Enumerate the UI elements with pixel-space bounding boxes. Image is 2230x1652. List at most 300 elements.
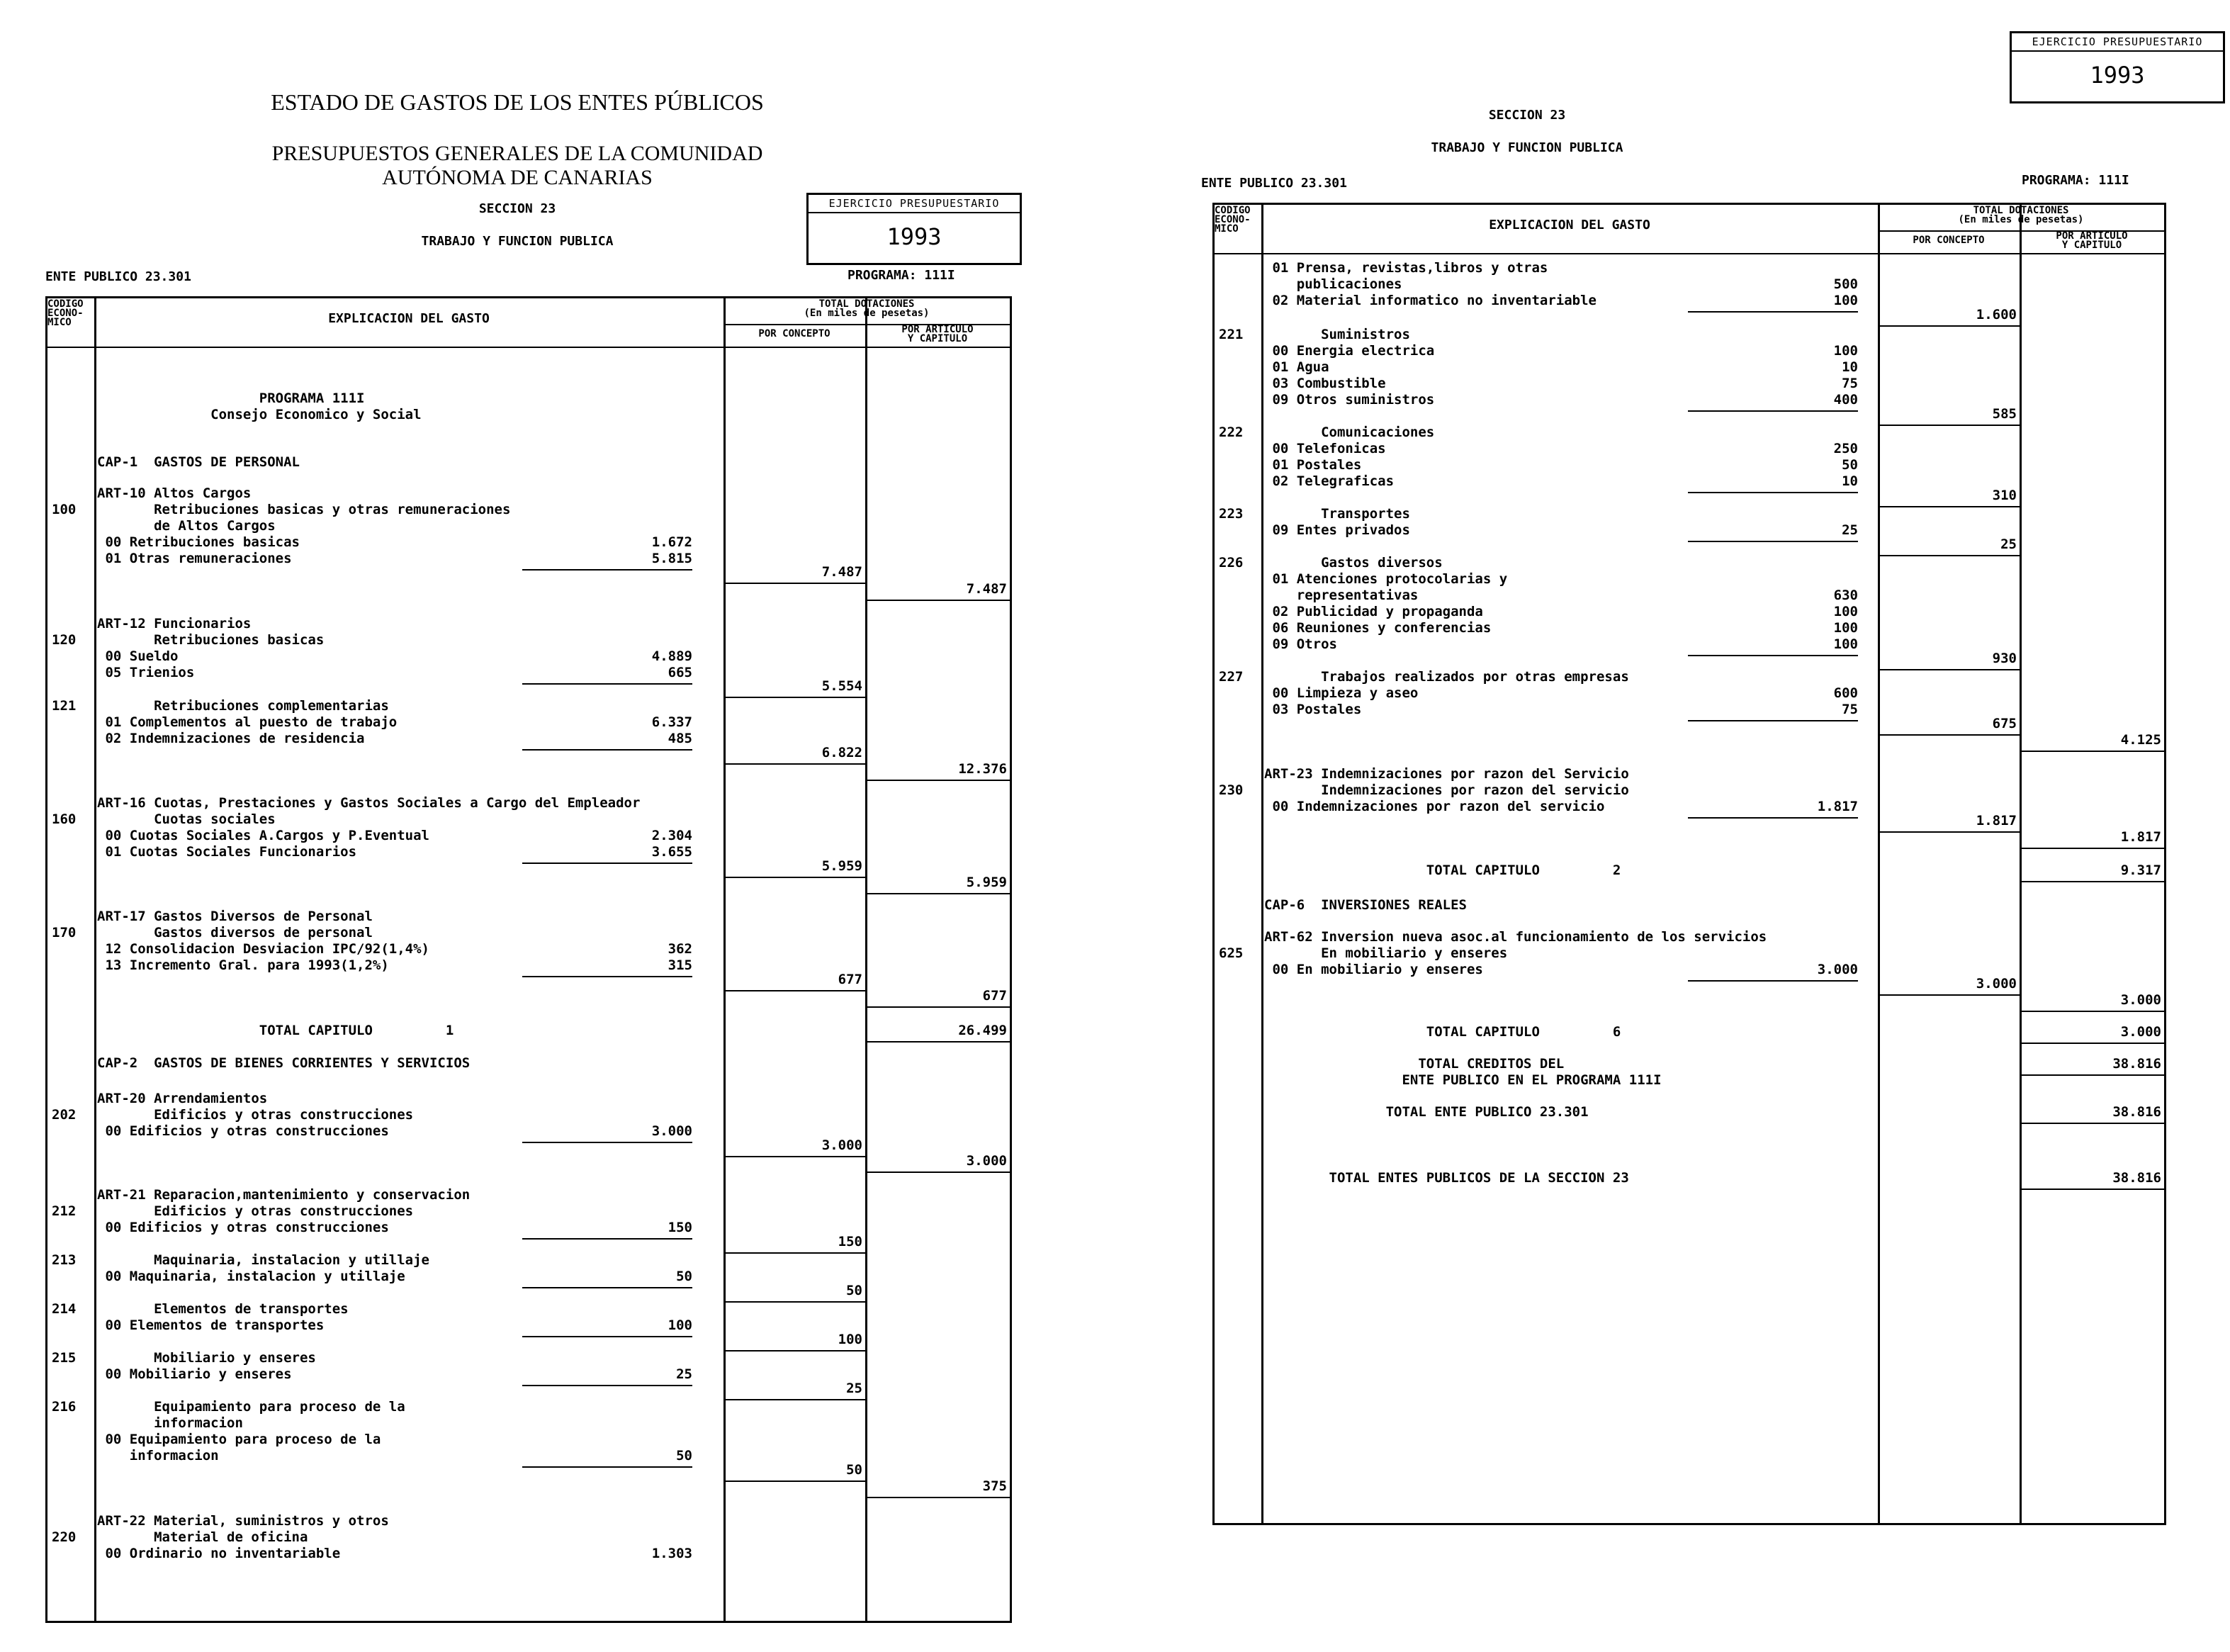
table-row (1215, 327, 2164, 343)
table-row (1215, 976, 2164, 992)
table-row (1215, 945, 2164, 962)
row-description: 06 Reuniones y conferencias (1264, 620, 1492, 636)
col-header-codigo: CODIGO ECONO- MICO (1215, 205, 1251, 235)
row-code: 214 (52, 1301, 77, 1317)
table-row (47, 678, 1010, 695)
row-amount-detail: 100 (1833, 620, 1858, 636)
row-description: 03 Combustible (1264, 376, 1386, 391)
row-description: Maquinaria, instalacion y utillaje (97, 1252, 429, 1268)
col-header-explicacion: EXPLICACION DEL GASTO (328, 311, 490, 326)
table-row (1215, 506, 2164, 522)
table-row (47, 454, 1010, 471)
table-row (47, 534, 1010, 551)
table-row (47, 632, 1010, 648)
row-description: 00 Retribuciones basicas (97, 534, 300, 550)
ejercicio-box (806, 193, 1022, 265)
table-row (47, 1415, 1010, 1432)
col-header-concepto: POR CONCEPTO (758, 328, 830, 339)
row-amount-detail: 630 (1833, 588, 1858, 603)
table-row (47, 1153, 1010, 1169)
row-amount-detail: 315 (668, 957, 692, 973)
row-description: 00 Ordinario no inventariable (97, 1546, 341, 1561)
row-description: Material de oficina (97, 1529, 308, 1545)
row-description: 05 Trienios (97, 665, 195, 680)
row-amount-detail: 250 (1833, 441, 1858, 456)
row-description: Gastos diversos (1264, 555, 1443, 571)
row-description: CAP-2 GASTOS DE BIENES CORRIENTES Y SERVICIOS (97, 1055, 471, 1071)
row-amount-detail: 50 (676, 1448, 692, 1463)
row-description: 01 Prensa, revistas,libros y otras (1264, 260, 1548, 276)
row-description: 00 Energia electrica (1264, 343, 1435, 359)
table-row (47, 1332, 1010, 1348)
row-amount-detail: 4.889 (651, 648, 692, 664)
row-description: TOTAL CREDITOS DEL (1264, 1056, 1565, 1072)
table-row (1215, 441, 2164, 457)
row-amount-detail: 5.815 (651, 551, 692, 566)
row-code: 100 (52, 502, 77, 517)
ente-publico-label-right: ENTE PUBLICO 23.301 (1201, 176, 1347, 191)
table-row (47, 988, 1010, 1004)
row-description: 00 Maquinaria, instalacion y utillaje (97, 1269, 405, 1284)
table-row (47, 485, 1010, 502)
row-amount-concepto: 5.554 (821, 678, 862, 694)
row-description: 01 Otras remuneraciones (97, 551, 292, 566)
table-row (47, 745, 1010, 761)
table-row (1215, 536, 2164, 553)
ejercicio-year: 1993 (886, 223, 942, 250)
row-amount-articulo: 38.816 (2112, 1104, 2161, 1120)
row-code: 121 (52, 698, 77, 714)
row-amount-detail: 362 (668, 941, 692, 957)
row-description: TOTAL CAPITULO 6 (1264, 1024, 1621, 1040)
row-amount-concepto: 3.000 (1976, 976, 2017, 991)
row-amount-detail: 485 (668, 731, 692, 746)
articulo-rule (865, 1006, 1010, 1008)
row-amount-concepto: 1.817 (1976, 813, 2017, 828)
articulo-rule (865, 893, 1010, 894)
row-amount-detail: 100 (1833, 604, 1858, 619)
ejercicio-label: EJERCICIO PRESUPUESTARIO (809, 195, 1020, 213)
row-amount-concepto: 1.600 (1976, 307, 2017, 322)
row-amount-articulo: 26.499 (958, 1023, 1007, 1038)
table-row (1215, 406, 2164, 422)
articulo-rule (865, 1041, 1010, 1043)
row-amount-detail: 400 (1833, 392, 1858, 408)
row-amount-concepto: 675 (1992, 716, 2017, 731)
row-description: 00 Telefonicas (1264, 441, 1386, 456)
row-description: 00 Indemnizaciones por razon del servicio (1264, 799, 1605, 814)
header-divider (47, 347, 1010, 348)
table-row (1215, 1170, 2164, 1186)
row-description: Equipamiento para proceso de la (97, 1399, 405, 1415)
table-row (47, 1203, 1010, 1220)
row-description: 03 Postales (1264, 702, 1362, 717)
table-row (47, 714, 1010, 731)
table-row (47, 1055, 1010, 1072)
row-amount-concepto: 100 (838, 1332, 862, 1347)
row-amount-concepto: 25 (846, 1381, 862, 1396)
table-row (1215, 766, 2164, 782)
table-row (47, 1137, 1010, 1154)
row-description: 09 Entes privados (1264, 522, 1410, 538)
table-row (47, 1091, 1010, 1107)
table-row (47, 390, 1010, 407)
table-row (1215, 782, 2164, 799)
row-description: Retribuciones basicas (97, 632, 325, 648)
table-row (1215, 1104, 2164, 1120)
row-description: 00 Sueldo (97, 648, 179, 664)
table-row (1215, 555, 2164, 571)
budget-table-left (45, 296, 1012, 1623)
row-amount-concepto: 50 (846, 1283, 862, 1298)
row-description: CAP-1 GASTOS DE PERSONAL (97, 454, 300, 470)
row-description: ART-12 Funcionarios (97, 616, 252, 631)
row-amount-articulo: 12.376 (958, 761, 1007, 777)
row-code: 213 (52, 1252, 77, 1268)
row-description: Transportes (1264, 506, 1410, 522)
row-description: informacion (97, 1415, 243, 1431)
programa-label-right: PROGRAMA: 111I (2022, 173, 2129, 188)
table-row (47, 972, 1010, 988)
col-header-explicacion: EXPLICACION DEL GASTO (1489, 218, 1650, 232)
row-code: 226 (1219, 555, 1244, 571)
row-amount-concepto: 7.487 (821, 564, 862, 580)
row-amount-articulo: 3.000 (966, 1153, 1007, 1169)
col-header-total: TOTAL DOTACIONES (En miles de pesetas) (804, 298, 930, 319)
ejercicio-year-right: 1993 (2090, 62, 2145, 89)
col-header-concepto: POR CONCEPTO (1913, 235, 1985, 246)
row-amount-detail: 50 (1842, 457, 1858, 473)
table-row (47, 811, 1010, 828)
row-description: Trabajos realizados por otras empresas (1264, 669, 1629, 685)
row-code: 170 (52, 925, 77, 940)
row-code: 215 (52, 1350, 77, 1366)
row-code: 625 (1219, 945, 1244, 961)
row-amount-articulo: 1.817 (2120, 829, 2161, 845)
row-description: ART-23 Indemnizaciones por razon del Servicio (1264, 766, 1629, 782)
articulo-rule (2020, 1189, 2164, 1190)
row-description: ART-16 Cuotas, Prestaciones y Gastos Sociales a Cargo del Empleador (97, 795, 641, 811)
row-description: Edificios y otras construcciones (97, 1107, 414, 1123)
row-amount-detail: 3.000 (1817, 962, 1858, 977)
row-amount-articulo: 375 (982, 1478, 1007, 1494)
table-row (47, 1381, 1010, 1397)
row-amount-detail: 2.304 (651, 828, 692, 843)
row-amount-articulo: 677 (982, 988, 1007, 1004)
articulo-rule (865, 780, 1010, 781)
row-amount-articulo: 9.317 (2120, 862, 2161, 878)
document-subtitle-2: AUTÓNOMA DE CANARIAS (382, 166, 653, 189)
row-description: 00 En mobiliario y enseres (1264, 962, 1483, 977)
row-amount-concepto: 5.959 (821, 858, 862, 874)
row-amount-concepto: 930 (1992, 651, 2017, 666)
row-amount-concepto: 150 (838, 1234, 862, 1249)
row-code: 120 (52, 632, 77, 648)
table-row (1215, 897, 2164, 914)
table-row (1215, 685, 2164, 702)
row-description: publicaciones (1264, 276, 1402, 292)
row-description: TOTAL CAPITULO 1 (97, 1023, 454, 1038)
row-amount-detail: 100 (1833, 343, 1858, 359)
row-description: 01 Atenciones protocolarias y (1264, 571, 1508, 587)
row-amount-concepto: 310 (1992, 488, 2017, 503)
table-row (47, 581, 1010, 597)
table-row (47, 502, 1010, 518)
articulo-rule (2020, 1043, 2164, 1044)
articulo-rule (2020, 1123, 2164, 1124)
document-title: ESTADO DE GASTOS DE LOS ENTES PÚBLICOS (271, 89, 764, 115)
articulo-rule (2020, 751, 2164, 752)
row-amount-detail: 50 (676, 1269, 692, 1284)
table-row (1215, 376, 2164, 392)
row-description: 01 Agua (1264, 359, 1329, 375)
table-row (47, 1478, 1010, 1495)
row-description: Retribuciones basicas y otras remuneraciones (97, 502, 511, 517)
row-description: 02 Publicidad y propaganda (1264, 604, 1483, 619)
row-description: 12 Consolidacion Desviacion IPC/92(1,4%) (97, 941, 429, 957)
row-amount-detail: 600 (1833, 685, 1858, 701)
table-row (1215, 588, 2164, 604)
row-amount-articulo: 38.816 (2112, 1056, 2161, 1072)
row-description: Elementos de transportes (97, 1301, 349, 1317)
row-description: 00 Edificios y otras construcciones (97, 1220, 389, 1235)
row-description: informacion (97, 1448, 219, 1463)
table-row (1215, 307, 2164, 323)
table-row (47, 616, 1010, 632)
table-row (1215, 1072, 2164, 1089)
row-description: de Altos Cargos (97, 518, 276, 534)
table-row (1215, 829, 2164, 845)
row-description: 02 Indemnizaciones de residencia (97, 731, 365, 746)
row-code: 227 (1219, 669, 1244, 685)
row-description: 00 Mobiliario y enseres (97, 1366, 292, 1382)
row-description: Edificios y otras construcciones (97, 1203, 414, 1219)
row-description: Comunicaciones (1264, 425, 1435, 440)
row-code: 222 (1219, 425, 1244, 440)
table-row (47, 518, 1010, 534)
row-code: 212 (52, 1203, 77, 1219)
table-row (1215, 457, 2164, 473)
row-description: ART-22 Material, suministros y otros (97, 1513, 389, 1529)
table-row (47, 407, 1010, 423)
table-row (47, 1399, 1010, 1415)
table-row (47, 941, 1010, 957)
row-amount-detail: 75 (1842, 702, 1858, 717)
table-row (47, 1546, 1010, 1562)
ente-publico-label: ENTE PUBLICO 23.301 (45, 269, 191, 284)
row-code: 230 (1219, 782, 1244, 798)
table-row (47, 1283, 1010, 1299)
row-amount-articulo: 7.487 (966, 581, 1007, 597)
row-description: ENTE PUBLICO EN EL PROGRAMA 111I (1264, 1072, 1662, 1088)
table-row (47, 909, 1010, 925)
table-row (47, 1462, 1010, 1478)
row-amount-detail: 10 (1842, 359, 1858, 375)
row-description: En mobiliario y enseres (1264, 945, 1508, 961)
document-subtitle-1: PRESUPUESTOS GENERALES DE LA COMUNIDAD (271, 142, 763, 165)
row-description: ART-17 Gastos Diversos de Personal (97, 909, 373, 924)
table-row (1215, 571, 2164, 588)
table-row (1215, 425, 2164, 441)
row-description: Cuotas sociales (97, 811, 276, 827)
table-row (47, 1023, 1010, 1039)
row-amount-detail: 10 (1842, 473, 1858, 489)
row-amount-detail: 1.817 (1817, 799, 1858, 814)
budget-table-right (1212, 203, 2166, 1525)
programa-label: PROGRAMA: 111I (847, 268, 955, 283)
row-description: 09 Otros (1264, 636, 1337, 652)
row-description: Retribuciones complementarias (97, 698, 389, 714)
col-header-total: TOTAL DOTACIONES (En miles de pesetas) (1958, 205, 2084, 225)
table-row (47, 1513, 1010, 1529)
table-row (47, 1529, 1010, 1546)
table-row (1215, 651, 2164, 667)
table-row (47, 1107, 1010, 1123)
col-header-articulo: POR ARTICULO Y CAPITULO (2056, 230, 2128, 251)
row-amount-detail: 1.303 (651, 1546, 692, 1561)
table-row (47, 828, 1010, 844)
table-row (1215, 862, 2164, 879)
row-description: ART-20 Arrendamientos (97, 1091, 268, 1106)
table-row (1215, 732, 2164, 748)
row-amount-articulo: 3.000 (2120, 1024, 2161, 1040)
table-row (1215, 260, 2164, 276)
row-amount-detail: 75 (1842, 376, 1858, 391)
table-row (1215, 669, 2164, 685)
col-header-articulo: POR ARTICULO Y CAPITULO (901, 324, 974, 344)
table-row (47, 648, 1010, 665)
row-description: 02 Telegraficas (1264, 473, 1395, 489)
row-amount-articulo: 5.959 (966, 875, 1007, 890)
row-code: 202 (52, 1107, 77, 1123)
table-row (1215, 1056, 2164, 1072)
seccion-label-right: SECCION 23 (1488, 108, 1566, 123)
row-amount-detail: 100 (1833, 293, 1858, 308)
row-description: ART-21 Reparacion,mantenimiento y conservacion (97, 1187, 471, 1203)
table-row (1215, 343, 2164, 359)
row-amount-articulo: 4.125 (2120, 732, 2161, 748)
articulo-rule (865, 1171, 1010, 1173)
row-description: Indemnizaciones por razon del servicio (1264, 782, 1629, 798)
row-code: 220 (52, 1529, 77, 1545)
row-description: 00 Edificios y otras construcciones (97, 1123, 389, 1139)
table-row (1215, 716, 2164, 732)
row-amount-detail: 3.000 (651, 1123, 692, 1139)
row-amount-detail: 100 (668, 1317, 692, 1333)
row-description: Consejo Economico y Social (97, 407, 422, 422)
right-page (1116, 0, 2230, 1652)
row-amount-detail: 150 (668, 1220, 692, 1235)
row-amount-concepto: 25 (2000, 536, 2017, 552)
table-row (1215, 620, 2164, 636)
row-description: ART-62 Inversion nueva asoc.al funcionamiento de los servicios (1264, 929, 1767, 945)
ejercicio-label-right: EJERCICIO PRESUPUESTARIO (2012, 33, 2223, 52)
row-amount-detail: 3.655 (651, 844, 692, 860)
articulo-rule (2020, 848, 2164, 849)
row-amount-concepto: 50 (846, 1462, 862, 1478)
table-row (47, 1350, 1010, 1366)
table-row (1215, 992, 2164, 1008)
row-code: 216 (52, 1399, 77, 1415)
table-row (47, 795, 1010, 811)
table-row (1215, 488, 2164, 504)
header-divider (1215, 253, 2164, 254)
row-description: Gastos diversos de personal (97, 925, 373, 940)
row-description: TOTAL ENTE PUBLICO 23.301 (1264, 1104, 1589, 1120)
row-description: 00 Elementos de transportes (97, 1317, 325, 1333)
table-row (1215, 813, 2164, 829)
row-description: TOTAL ENTES PUBLICOS DE LA SECCION 23 (1264, 1170, 1629, 1186)
row-amount-detail: 500 (1833, 276, 1858, 292)
row-amount-articulo: 3.000 (2120, 992, 2161, 1008)
table-row (47, 564, 1010, 580)
row-amount-detail: 25 (676, 1366, 692, 1382)
table-row (1215, 604, 2164, 620)
row-amount-detail: 6.337 (651, 714, 692, 730)
col-header-codigo: CODIGO ECONO- MICO (47, 298, 84, 328)
table-row (47, 875, 1010, 891)
row-amount-detail: 100 (1833, 636, 1858, 652)
table-row (47, 698, 1010, 714)
row-description: 01 Cuotas Sociales Funcionarios (97, 844, 357, 860)
row-description: 13 Incremento Gral. para 1993(1,2%) (97, 957, 389, 973)
row-amount-concepto: 677 (838, 972, 862, 987)
articulo-rule (865, 600, 1010, 601)
row-code: 223 (1219, 506, 1244, 522)
table-row (1215, 1024, 2164, 1040)
row-amount-articulo: 38.816 (2112, 1170, 2161, 1186)
articulo-rule (2020, 1011, 2164, 1012)
row-amount-detail: 25 (1842, 522, 1858, 538)
articulo-rule (865, 1497, 1010, 1498)
table-row (47, 858, 1010, 875)
row-description: CAP-6 INVERSIONES REALES (1264, 897, 1467, 913)
table-row (1215, 929, 2164, 945)
table-row (47, 1234, 1010, 1250)
seccion-label: SECCION 23 (478, 201, 556, 216)
table-row (47, 1432, 1010, 1448)
table-row (47, 925, 1010, 941)
table-row (47, 1252, 1010, 1269)
seccion-name: TRABAJO Y FUNCION PUBLICA (421, 234, 614, 249)
row-description: Mobiliario y enseres (97, 1350, 316, 1366)
seccion-name-right: TRABAJO Y FUNCION PUBLICA (1431, 140, 1623, 155)
row-amount-detail: 665 (668, 665, 692, 680)
table-row (1215, 359, 2164, 376)
row-description: 01 Postales (1264, 457, 1362, 473)
row-code: 221 (1219, 327, 1244, 342)
row-description: representativas (1264, 588, 1419, 603)
row-amount-detail: 1.672 (651, 534, 692, 550)
ejercicio-box-right (2010, 31, 2225, 103)
row-amount-concepto: 6.822 (821, 745, 862, 760)
row-description: ART-10 Altos Cargos (97, 485, 252, 501)
table-row (47, 1301, 1010, 1317)
row-description: 00 Equipamiento para proceso de la (97, 1432, 381, 1447)
row-description: PROGRAMA 111I (97, 390, 365, 406)
row-amount-concepto: 585 (1992, 406, 2017, 422)
row-description: 02 Material informatico no inventariable (1264, 293, 1597, 308)
articulo-rule (2020, 881, 2164, 882)
row-amount-concepto: 3.000 (821, 1137, 862, 1153)
table-row (1215, 276, 2164, 293)
row-description: 00 Cuotas Sociales A.Cargos y P.Eventual (97, 828, 429, 843)
table-row (47, 761, 1010, 777)
row-description: 01 Complementos al puesto de trabajo (97, 714, 398, 730)
row-description: 00 Limpieza y aseo (1264, 685, 1419, 701)
table-row (47, 1187, 1010, 1203)
row-description: Suministros (1264, 327, 1410, 342)
